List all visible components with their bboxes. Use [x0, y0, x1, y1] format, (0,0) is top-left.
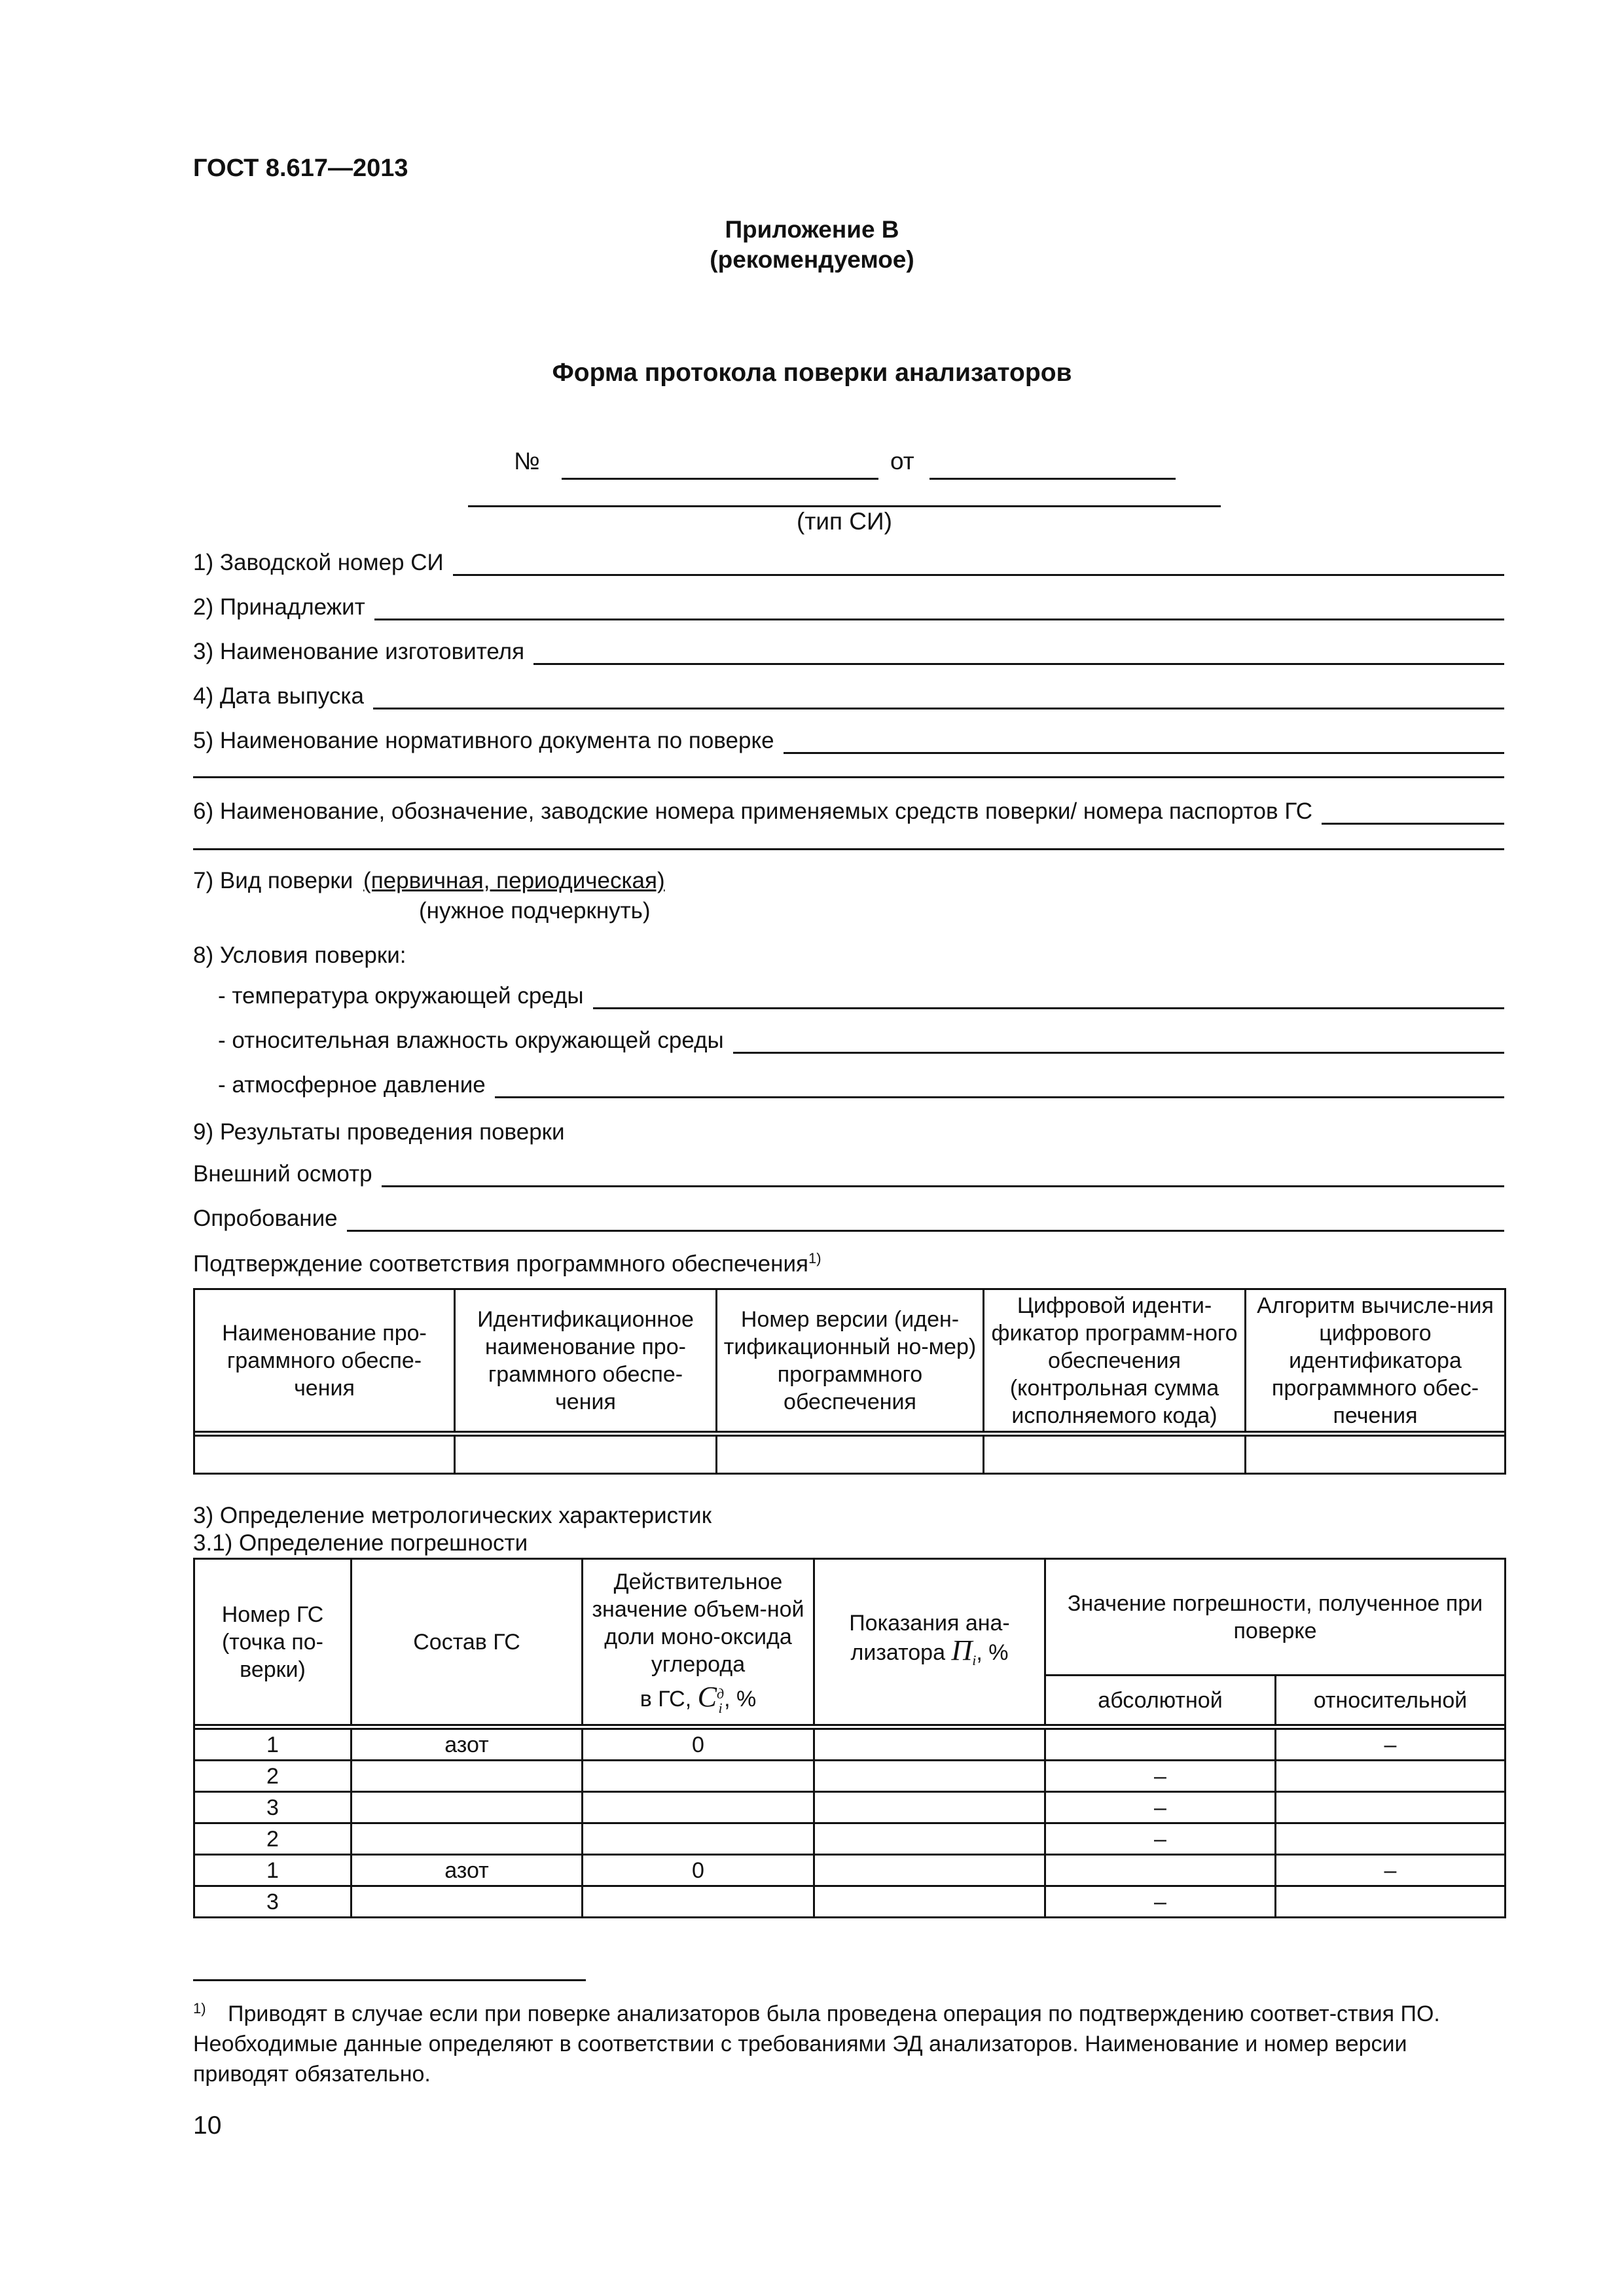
si-type-label: (тип СИ)	[797, 508, 892, 535]
verification-means-extra-line[interactable]	[193, 848, 1504, 850]
form-title: Форма протокола поверки анализаторов	[552, 359, 1072, 387]
date-field[interactable]	[929, 452, 1176, 480]
belongs-field[interactable]	[374, 594, 1504, 620]
from-label: от	[890, 448, 914, 475]
pressure-field[interactable]	[495, 1071, 1504, 1098]
err-cell-val[interactable]	[583, 1761, 814, 1792]
temperature-row	[218, 980, 1504, 1009]
belongs-row	[193, 592, 1504, 620]
err-header-actual-value-unit: в ГС,	[640, 1687, 692, 1712]
sw-header-name: Наименование про-граммного обеспе-чения	[194, 1289, 455, 1432]
humidity-row	[218, 1025, 1504, 1054]
err-cell-n[interactable]: 2	[194, 1823, 352, 1855]
footnote-separator	[193, 1979, 586, 1981]
err-cell-abs[interactable]: –	[1045, 1823, 1276, 1855]
footnote-mark: 1)	[193, 2000, 206, 2017]
release-date-field[interactable]	[373, 683, 1504, 709]
actual-sub: i	[718, 1699, 723, 1716]
err-cell-comp[interactable]	[352, 1886, 583, 1918]
verification-type-options[interactable]: (первичная, периодическая)	[363, 868, 665, 893]
sw-header-algorithm: Алгоритм вычисле-ния цифрового идентификатора программного обес-печения	[1246, 1289, 1506, 1432]
footnote	[193, 1994, 1504, 2089]
err-cell-reading[interactable]	[814, 1729, 1045, 1761]
release-date-label: 4) Дата выпуска	[193, 683, 364, 709]
normative-doc-label: 5) Наименование нормативного документа по поверке	[193, 728, 774, 753]
err-cell-comp[interactable]	[352, 1823, 583, 1855]
table-row	[194, 1729, 1506, 1761]
err-cell-reading[interactable]	[814, 1761, 1045, 1792]
err-cell-reading[interactable]	[814, 1855, 1045, 1886]
err-cell-comp[interactable]	[352, 1761, 583, 1792]
err-cell-reading[interactable]	[814, 1823, 1045, 1855]
humidity-field[interactable]	[733, 1027, 1504, 1054]
actual-pct: , %	[724, 1687, 757, 1712]
testing-field[interactable]	[347, 1205, 1504, 1232]
verification-type-row	[193, 868, 665, 894]
actual-sup: д	[716, 1685, 725, 1702]
software-footnote-mark: 1)	[808, 1250, 821, 1266]
err-cell-comp[interactable]	[352, 1792, 583, 1823]
err-cell-rel[interactable]	[1276, 1886, 1506, 1918]
err-cell-n[interactable]: 3	[194, 1792, 352, 1823]
release-date-row	[193, 681, 1504, 709]
metrology-heading: 3) Определение метрологических характеристик	[193, 1503, 712, 1528]
readings-sub: i	[972, 1651, 977, 1668]
err-header-actual-value-text: Действительное значение объем-ной доли моно-оксида углерода	[592, 1570, 804, 1677]
err-cell-reading[interactable]	[814, 1792, 1045, 1823]
err-cell-rel[interactable]: –	[1276, 1855, 1506, 1886]
err-header-error-value: Значение погрешности, полученное при поверке	[1045, 1559, 1506, 1676]
err-header-gs-number: Номер ГС (точка по-верки)	[194, 1559, 352, 1725]
page-number: 10	[193, 2111, 222, 2140]
sw-cell-id-name[interactable]	[455, 1436, 717, 1474]
number-label: №	[514, 448, 540, 475]
factory-number-row	[193, 547, 1504, 576]
footnote-text: Приводят в случае если при поверке анализаторов была проведена операция по подтверждению соответ-ствия ПО. Необходимые данные определяют в соответствии с требованиями ЭД анализаторов. Наименование и номер версии приводят обязательно.	[193, 2001, 1440, 2087]
number-field[interactable]	[562, 452, 878, 480]
results-label: 9) Результаты проведения поверки	[193, 1119, 565, 1145]
err-cell-abs[interactable]: –	[1045, 1792, 1276, 1823]
external-inspection-row	[193, 1158, 1504, 1187]
err-header-actual-value-unit-line	[587, 1683, 809, 1715]
manufacturer-row	[193, 636, 1504, 665]
err-cell-rel[interactable]	[1276, 1761, 1506, 1792]
temperature-field[interactable]	[593, 982, 1504, 1009]
software-confirmation-heading	[193, 1250, 821, 1278]
factory-number-field[interactable]	[453, 549, 1504, 576]
error-table	[193, 1558, 1506, 1918]
manufacturer-label: 3) Наименование изготовителя	[193, 639, 525, 664]
verification-means-row	[193, 796, 1504, 825]
appendix-subtitle: (рекомендуемое)	[710, 246, 914, 273]
verification-means-label: 6) Наименование, обозначение, заводские номера применяемых средств поверки/ номера паспортов ГС	[193, 798, 1312, 824]
pressure-label: - атмосферное давление	[218, 1072, 486, 1098]
normative-doc-field[interactable]	[784, 727, 1504, 754]
err-cell-rel[interactable]	[1276, 1792, 1506, 1823]
si-type-field[interactable]	[468, 482, 1221, 507]
table-row	[194, 1855, 1506, 1886]
err-cell-val[interactable]	[583, 1886, 814, 1918]
err-cell-val[interactable]	[583, 1823, 814, 1855]
temperature-label: - температура окружающей среды	[218, 983, 584, 1009]
err-cell-reading[interactable]	[814, 1886, 1045, 1918]
testing-row	[193, 1203, 1504, 1232]
manufacturer-field[interactable]	[533, 638, 1504, 665]
err-cell-abs[interactable]	[1045, 1855, 1276, 1886]
table-row	[194, 1761, 1506, 1792]
err-cell-n[interactable]: 1	[194, 1729, 352, 1761]
err-cell-val[interactable]: 0	[583, 1729, 814, 1761]
verification-type-label: 7) Вид поверки	[193, 868, 353, 893]
err-cell-n[interactable]: 3	[194, 1886, 352, 1918]
underline-hint: (нужное подчеркнуть)	[419, 898, 651, 924]
err-header-composition: Состав ГС	[352, 1559, 583, 1725]
err-cell-abs[interactable]: –	[1045, 1886, 1276, 1918]
pressure-row	[218, 1069, 1504, 1098]
err-cell-comp[interactable]: азот	[352, 1729, 583, 1761]
software-confirmation-label: Подтверждение соответствия программного обеспечения	[193, 1251, 808, 1277]
sw-cell-digital-id[interactable]	[984, 1436, 1246, 1474]
table-row	[194, 1886, 1506, 1918]
verification-means-field[interactable]	[1322, 798, 1504, 825]
sw-header-version: Номер версии (иден-тификационный но-мер) программного обеспечения	[717, 1289, 984, 1432]
standard-header: ГОСТ 8.617—2013	[193, 154, 408, 182]
testing-label: Опробование	[193, 1206, 338, 1231]
err-header-relative: относительной	[1276, 1676, 1506, 1725]
err-cell-comp[interactable]: азот	[352, 1855, 583, 1886]
actual-symbol: C	[697, 1681, 717, 1713]
factory-number-label: 1) Заводской номер СИ	[193, 550, 444, 575]
err-cell-rel[interactable]: –	[1276, 1729, 1506, 1761]
err-header-readings-text: Показания ана-лизатора	[849, 1611, 1010, 1666]
normative-doc-extra-line[interactable]	[193, 776, 1504, 778]
err-header-readings	[814, 1559, 1045, 1725]
sw-header-digital-id: Цифровой иденти-фикатор программ-ного обеспечения (контрольная сумма исполняемого кода)	[984, 1289, 1246, 1432]
belongs-label: 2) Принадлежит	[193, 594, 365, 620]
table-row	[194, 1823, 1506, 1855]
err-cell-abs[interactable]: –	[1045, 1761, 1276, 1792]
table-row	[194, 1792, 1506, 1823]
readings-pct: , %	[976, 1640, 1009, 1666]
sw-cell-version[interactable]	[717, 1436, 984, 1474]
err-cell-val[interactable]	[583, 1792, 814, 1823]
external-inspection-label: Внешний осмотр	[193, 1161, 372, 1187]
external-inspection-field[interactable]	[382, 1160, 1504, 1187]
software-table	[193, 1288, 1506, 1475]
err-header-actual-value	[583, 1559, 814, 1725]
err-cell-n[interactable]: 2	[194, 1761, 352, 1792]
metrology-subheading: 3.1) Определение погрешности	[193, 1530, 528, 1556]
err-cell-val[interactable]: 0	[583, 1855, 814, 1886]
humidity-label: - относительная влажность окружающей среды	[218, 1028, 724, 1053]
err-cell-abs[interactable]	[1045, 1729, 1276, 1761]
normative-doc-row	[193, 725, 1504, 754]
readings-symbol: П	[951, 1634, 973, 1667]
err-header-absolute: абсолютной	[1045, 1676, 1276, 1725]
sw-cell-name[interactable]	[194, 1436, 455, 1474]
err-cell-n[interactable]: 1	[194, 1855, 352, 1886]
sw-header-id-name: Идентификационное наименование про-граммного обеспе-чения	[455, 1289, 717, 1432]
appendix-title: Приложение В	[725, 216, 899, 243]
conditions-label: 8) Условия поверки:	[193, 942, 406, 968]
err-cell-rel[interactable]	[1276, 1823, 1506, 1855]
sw-cell-algorithm[interactable]	[1246, 1436, 1506, 1474]
